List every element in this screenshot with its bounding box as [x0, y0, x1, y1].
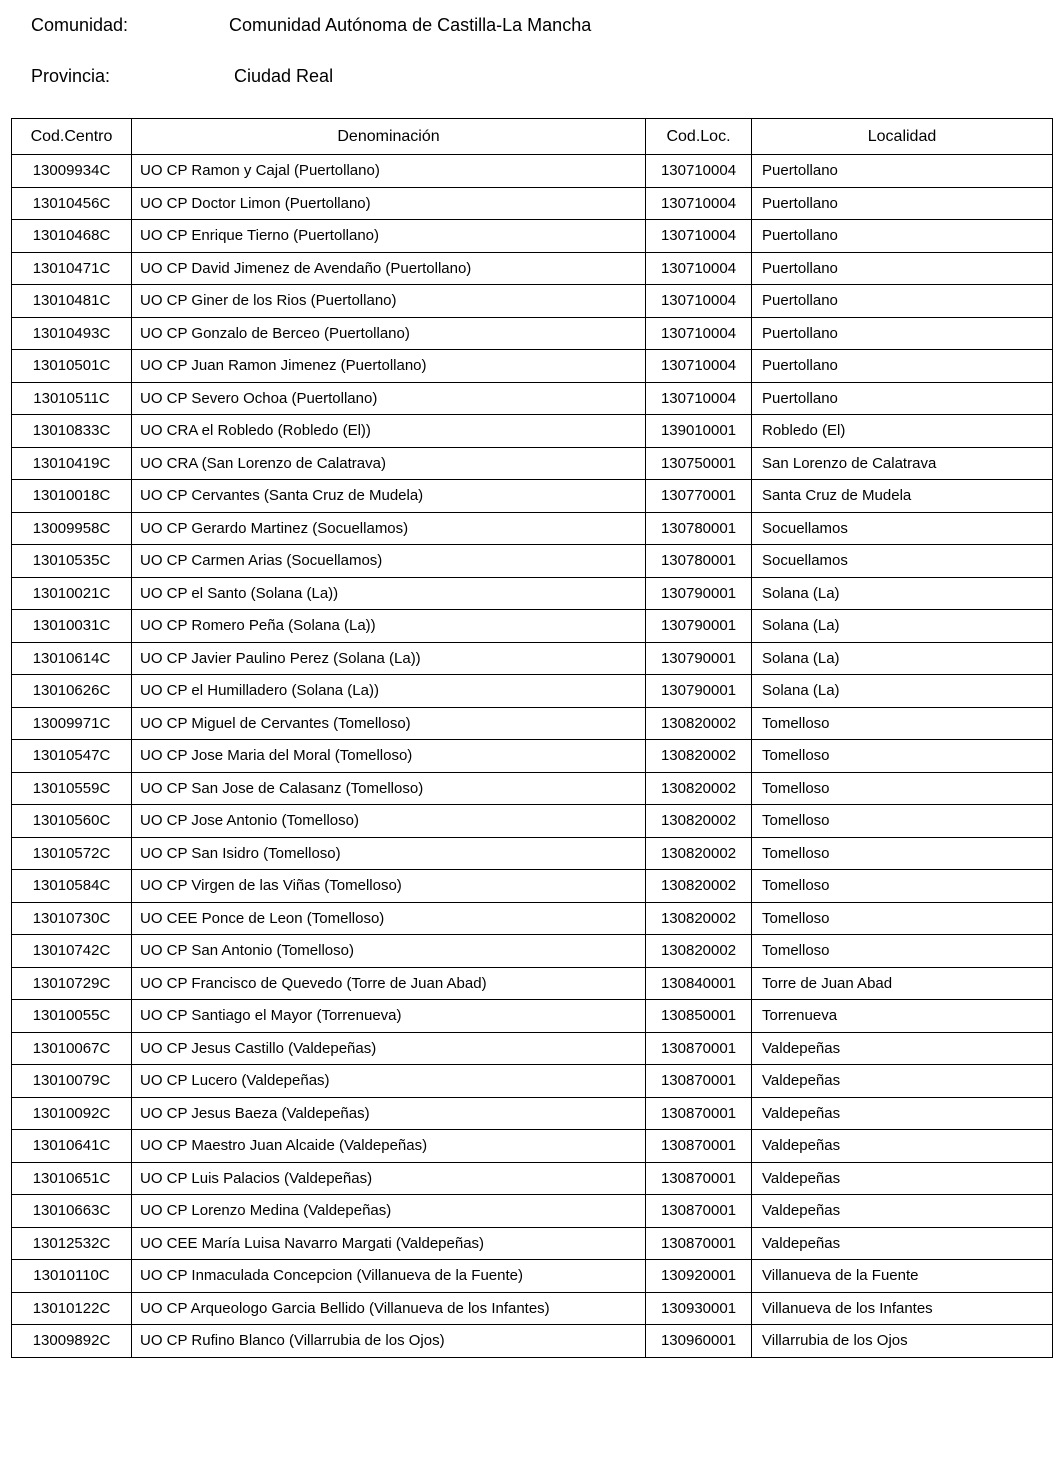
- cell-cod-centro: 13010501C: [12, 350, 132, 383]
- cell-denominacion: UO CP Miguel de Cervantes (Tomelloso): [132, 707, 646, 740]
- cell-denominacion: UO CP David Jimenez de Avendaño (Puertollano): [132, 252, 646, 285]
- table-row: [12, 187, 1053, 220]
- table-row: [12, 512, 1053, 545]
- table-row: [12, 870, 1053, 903]
- table-row: [12, 740, 1053, 773]
- cell-denominacion: UO CEE María Luisa Navarro Margati (Valdepeñas): [132, 1227, 646, 1260]
- cell-localidad: Tomelloso: [752, 870, 1053, 903]
- table-row: [12, 642, 1053, 675]
- table-row: [12, 1097, 1053, 1130]
- cell-denominacion: UO CP Lucero (Valdepeñas): [132, 1065, 646, 1098]
- cell-cod-centro: 13010547C: [12, 740, 132, 773]
- cell-denominacion: UO CRA (San Lorenzo de Calatrava): [132, 447, 646, 480]
- cell-cod-centro: 13012532C: [12, 1227, 132, 1260]
- cell-denominacion: UO CP Jesus Baeza (Valdepeñas): [132, 1097, 646, 1130]
- cell-cod-centro: 13010110C: [12, 1260, 132, 1293]
- cell-cod-loc: 130820002: [646, 935, 752, 968]
- cell-denominacion: UO CP Carmen Arias (Socuellamos): [132, 545, 646, 578]
- cell-localidad: Puertollano: [752, 252, 1053, 285]
- cell-denominacion: UO CP Cervantes (Santa Cruz de Mudela): [132, 480, 646, 513]
- cell-cod-loc: 130710004: [646, 187, 752, 220]
- cell-localidad: Puertollano: [752, 187, 1053, 220]
- cell-cod-loc: 130820002: [646, 707, 752, 740]
- cell-cod-centro: 13010471C: [12, 252, 132, 285]
- cell-cod-loc: 130870001: [646, 1227, 752, 1260]
- cell-denominacion: UO CP Inmaculada Concepcion (Villanueva de la Fuente): [132, 1260, 646, 1293]
- cell-localidad: Puertollano: [752, 317, 1053, 350]
- cell-cod-loc: 130780001: [646, 512, 752, 545]
- table-header-row: [12, 119, 1053, 155]
- cell-cod-loc: 130790001: [646, 642, 752, 675]
- cell-denominacion: UO CP Virgen de las Viñas (Tomelloso): [132, 870, 646, 903]
- cell-denominacion: UO CP Santiago el Mayor (Torrenueva): [132, 1000, 646, 1033]
- cell-cod-loc: 130820002: [646, 837, 752, 870]
- cell-cod-loc: 130820002: [646, 772, 752, 805]
- cell-denominacion: UO CP Arqueologo Garcia Bellido (Villanueva de los Infantes): [132, 1292, 646, 1325]
- cell-localidad: Socuellamos: [752, 545, 1053, 578]
- table-row: [12, 805, 1053, 838]
- cell-denominacion: UO CP Maestro Juan Alcaide (Valdepeñas): [132, 1130, 646, 1163]
- cell-localidad: Santa Cruz de Mudela: [752, 480, 1053, 513]
- cell-localidad: Tomelloso: [752, 805, 1053, 838]
- cell-cod-centro: 13010493C: [12, 317, 132, 350]
- cell-cod-centro: 13010092C: [12, 1097, 132, 1130]
- column-header-cod-loc: Cod.Loc.: [646, 119, 752, 155]
- centers-table: [11, 118, 1053, 1358]
- cell-localidad: Valdepeñas: [752, 1195, 1053, 1228]
- cell-cod-loc: 130820002: [646, 902, 752, 935]
- column-header-cod-centro: Cod.Centro: [12, 119, 132, 155]
- cell-cod-centro: 13010511C: [12, 382, 132, 415]
- table-row: [12, 545, 1053, 578]
- cell-cod-loc: 130870001: [646, 1032, 752, 1065]
- cell-localidad: Solana (La): [752, 642, 1053, 675]
- cell-cod-loc: 130870001: [646, 1097, 752, 1130]
- table-row: [12, 1227, 1053, 1260]
- cell-denominacion: UO CP Doctor Limon (Puertollano): [132, 187, 646, 220]
- cell-cod-loc: 130790001: [646, 577, 752, 610]
- cell-cod-loc: 130710004: [646, 382, 752, 415]
- cell-denominacion: UO CP Jose Maria del Moral (Tomelloso): [132, 740, 646, 773]
- cell-cod-loc: 130790001: [646, 675, 752, 708]
- cell-denominacion: UO CEE Ponce de Leon (Tomelloso): [132, 902, 646, 935]
- table-row: [12, 415, 1053, 448]
- cell-localidad: Torrenueva: [752, 1000, 1053, 1033]
- cell-localidad: Villanueva de los Infantes: [752, 1292, 1053, 1325]
- table-row: [12, 1325, 1053, 1358]
- table-row: [12, 707, 1053, 740]
- cell-denominacion: UO CP el Santo (Solana (La)): [132, 577, 646, 610]
- cell-cod-loc: 130840001: [646, 967, 752, 1000]
- cell-cod-loc: 130790001: [646, 610, 752, 643]
- cell-denominacion: UO CP el Humilladero (Solana (La)): [132, 675, 646, 708]
- cell-localidad: Valdepeñas: [752, 1130, 1053, 1163]
- table-row: [12, 252, 1053, 285]
- cell-cod-loc: 130710004: [646, 220, 752, 253]
- table-row: [12, 350, 1053, 383]
- cell-localidad: Valdepeñas: [752, 1162, 1053, 1195]
- cell-cod-centro: 13010055C: [12, 1000, 132, 1033]
- cell-cod-centro: 13010572C: [12, 837, 132, 870]
- table-row: [12, 935, 1053, 968]
- cell-denominacion: UO CP Juan Ramon Jimenez (Puertollano): [132, 350, 646, 383]
- cell-cod-centro: 13010559C: [12, 772, 132, 805]
- cell-localidad: Valdepeñas: [752, 1065, 1053, 1098]
- cell-localidad: Solana (La): [752, 577, 1053, 610]
- cell-cod-loc: 130870001: [646, 1162, 752, 1195]
- table-row: [12, 1130, 1053, 1163]
- cell-localidad: Valdepeñas: [752, 1227, 1053, 1260]
- table-row: [12, 285, 1053, 318]
- cell-cod-loc: 130960001: [646, 1325, 752, 1358]
- cell-localidad: Puertollano: [752, 350, 1053, 383]
- cell-cod-centro: 13010031C: [12, 610, 132, 643]
- cell-localidad: Puertollano: [752, 285, 1053, 318]
- cell-localidad: San Lorenzo de Calatrava: [752, 447, 1053, 480]
- cell-denominacion: UO CP Ramon y Cajal (Puertollano): [132, 155, 646, 188]
- cell-cod-centro: 13010018C: [12, 480, 132, 513]
- cell-localidad: Valdepeñas: [752, 1032, 1053, 1065]
- cell-denominacion: UO CP Rufino Blanco (Villarrubia de los Ojos): [132, 1325, 646, 1358]
- table-row: [12, 317, 1053, 350]
- cell-cod-centro: 13010626C: [12, 675, 132, 708]
- table-row: [12, 577, 1053, 610]
- provincia-label: Provincia:: [31, 66, 111, 86]
- cell-localidad: Valdepeñas: [752, 1097, 1053, 1130]
- cell-localidad: Tomelloso: [752, 902, 1053, 935]
- table-row: [12, 155, 1053, 188]
- cell-cod-loc: 130820002: [646, 870, 752, 903]
- cell-cod-centro: 13010079C: [12, 1065, 132, 1098]
- cell-cod-centro: 13010021C: [12, 577, 132, 610]
- cell-localidad: Solana (La): [752, 675, 1053, 708]
- cell-cod-centro: 13010456C: [12, 187, 132, 220]
- table-row: [12, 382, 1053, 415]
- cell-cod-centro: 13010730C: [12, 902, 132, 935]
- cell-cod-centro: 13010641C: [12, 1130, 132, 1163]
- cell-cod-centro: 13010833C: [12, 415, 132, 448]
- cell-denominacion: UO CP Francisco de Quevedo (Torre de Juan Abad): [132, 967, 646, 1000]
- cell-denominacion: UO CP Lorenzo Medina (Valdepeñas): [132, 1195, 646, 1228]
- cell-cod-loc: 130920001: [646, 1260, 752, 1293]
- cell-cod-centro: 13010614C: [12, 642, 132, 675]
- cell-cod-loc: 130710004: [646, 252, 752, 285]
- cell-cod-loc: 130930001: [646, 1292, 752, 1325]
- table-row: [12, 1260, 1053, 1293]
- cell-cod-loc: 130750001: [646, 447, 752, 480]
- cell-cod-centro: 13009892C: [12, 1325, 132, 1358]
- cell-localidad: Torre de Juan Abad: [752, 967, 1053, 1000]
- cell-cod-centro: 13010067C: [12, 1032, 132, 1065]
- cell-localidad: Socuellamos: [752, 512, 1053, 545]
- cell-localidad: Puertollano: [752, 220, 1053, 253]
- cell-cod-loc: 130710004: [646, 317, 752, 350]
- table-row: [12, 837, 1053, 870]
- cell-denominacion: UO CP San Jose de Calasanz (Tomelloso): [132, 772, 646, 805]
- cell-cod-centro: 13010742C: [12, 935, 132, 968]
- cell-denominacion: UO CP Enrique Tierno (Puertollano): [132, 220, 646, 253]
- provincia-value: Ciudad Real: [234, 66, 334, 86]
- table-row: [12, 1000, 1053, 1033]
- cell-cod-loc: 130780001: [646, 545, 752, 578]
- cell-localidad: Tomelloso: [752, 707, 1053, 740]
- cell-localidad: Tomelloso: [752, 772, 1053, 805]
- cell-localidad: Solana (La): [752, 610, 1053, 643]
- cell-denominacion: UO CP Javier Paulino Perez (Solana (La)): [132, 642, 646, 675]
- table-row: [12, 447, 1053, 480]
- table-row: [12, 480, 1053, 513]
- cell-cod-loc: 130710004: [646, 155, 752, 188]
- cell-cod-loc: 130820002: [646, 740, 752, 773]
- cell-cod-centro: 13010419C: [12, 447, 132, 480]
- cell-cod-centro: 13010651C: [12, 1162, 132, 1195]
- cell-cod-centro: 13009958C: [12, 512, 132, 545]
- column-header-localidad: Localidad: [752, 119, 1053, 155]
- cell-cod-loc: 130870001: [646, 1130, 752, 1163]
- cell-cod-centro: 13010729C: [12, 967, 132, 1000]
- cell-denominacion: UO CP Romero Peña (Solana (La)): [132, 610, 646, 643]
- cell-denominacion: UO CP Gerardo Martinez (Socuellamos): [132, 512, 646, 545]
- table-row: [12, 1065, 1053, 1098]
- cell-localidad: Robledo (El): [752, 415, 1053, 448]
- cell-localidad: Tomelloso: [752, 740, 1053, 773]
- cell-localidad: Tomelloso: [752, 837, 1053, 870]
- cell-cod-centro: 13009934C: [12, 155, 132, 188]
- table-row: [12, 1162, 1053, 1195]
- table-body: [12, 155, 1053, 1358]
- table-row: [12, 902, 1053, 935]
- cell-cod-loc: 130870001: [646, 1195, 752, 1228]
- cell-cod-loc: 130870001: [646, 1065, 752, 1098]
- cell-cod-centro: 13010535C: [12, 545, 132, 578]
- column-header-denominacion: Denominación: [132, 119, 646, 155]
- table-row: [12, 967, 1053, 1000]
- cell-cod-centro: 13010663C: [12, 1195, 132, 1228]
- cell-cod-loc: 130770001: [646, 480, 752, 513]
- cell-cod-centro: 13009971C: [12, 707, 132, 740]
- table-row: [12, 220, 1053, 253]
- cell-cod-loc: 139010001: [646, 415, 752, 448]
- table-row: [12, 1032, 1053, 1065]
- table-row: [12, 772, 1053, 805]
- cell-denominacion: UO CP Giner de los Rios (Puertollano): [132, 285, 646, 318]
- cell-denominacion: UO CP Severo Ochoa (Puertollano): [132, 382, 646, 415]
- cell-cod-centro: 13010560C: [12, 805, 132, 838]
- cell-denominacion: UO CP Gonzalo de Berceo (Puertollano): [132, 317, 646, 350]
- cell-cod-centro: 13010468C: [12, 220, 132, 253]
- table-row: [12, 1292, 1053, 1325]
- comunidad-label: Comunidad:: [31, 15, 129, 35]
- cell-cod-centro: 13010122C: [12, 1292, 132, 1325]
- table-row: [12, 1195, 1053, 1228]
- cell-cod-loc: 130710004: [646, 350, 752, 383]
- cell-localidad: Villanueva de la Fuente: [752, 1260, 1053, 1293]
- comunidad-value: Comunidad Autónoma de Castilla-La Mancha: [229, 15, 592, 35]
- cell-cod-loc: 130710004: [646, 285, 752, 318]
- cell-cod-centro: 13010584C: [12, 870, 132, 903]
- cell-localidad: Villarrubia de los Ojos: [752, 1325, 1053, 1358]
- cell-localidad: Tomelloso: [752, 935, 1053, 968]
- table-row: [12, 610, 1053, 643]
- cell-denominacion: UO CRA el Robledo (Robledo (El)): [132, 415, 646, 448]
- cell-cod-centro: 13010481C: [12, 285, 132, 318]
- cell-denominacion: UO CP Jesus Castillo (Valdepeñas): [132, 1032, 646, 1065]
- cell-cod-loc: 130820002: [646, 805, 752, 838]
- cell-localidad: Puertollano: [752, 155, 1053, 188]
- table-row: [12, 675, 1053, 708]
- cell-denominacion: UO CP San Antonio (Tomelloso): [132, 935, 646, 968]
- cell-cod-loc: 130850001: [646, 1000, 752, 1033]
- cell-localidad: Puertollano: [752, 382, 1053, 415]
- cell-denominacion: UO CP Jose Antonio (Tomelloso): [132, 805, 646, 838]
- cell-denominacion: UO CP Luis Palacios (Valdepeñas): [132, 1162, 646, 1195]
- cell-denominacion: UO CP San Isidro (Tomelloso): [132, 837, 646, 870]
